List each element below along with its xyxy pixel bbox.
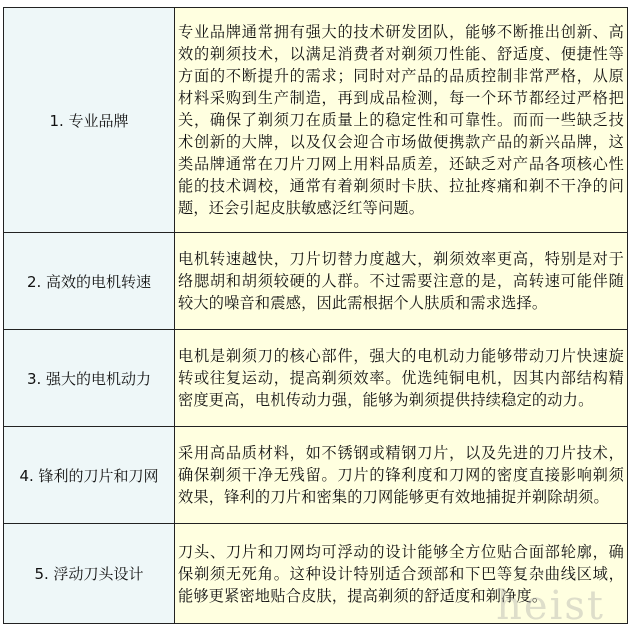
top-edge-strip bbox=[0, 0, 631, 7]
table-row bbox=[4, 524, 628, 624]
row-label: 2. 高效的电机转速 bbox=[4, 233, 175, 330]
table-row bbox=[4, 427, 628, 524]
table-row bbox=[4, 330, 628, 427]
row-label: 1. 专业品牌 bbox=[4, 8, 175, 233]
row-description: 采用高品质材料，如不锈钢或精钢刀片，以及先进的刀片技术，确保剃须干净无残留。刀片的锋利度和刀网的密度直接影响剃须效果，锋利的刀片和密集的刀网能够更有效地捕捉并剃除胡须。 bbox=[175, 427, 628, 524]
row-description: 专业品牌通常拥有强大的技术研发团队，能够不断推出创新、高效的剃须技术，以满足消费者对剃须刀性能、舒适度、便捷性等方面的不断提升的需求；同时对产品的品质控制非常严格，从原材料采购到生产制造，再到成品检测，每一个环节都经过严格把关，确保了剃须刀在质量上的稳定性和可靠性。而而一些缺乏技术创新的大牌，以及仅会迎合市场做便携款产品的新兴品牌，这类品牌通常在刀片刀网上用料品质差，还缺乏对产品各项核心性能的技术调校，通常有着剃须时卡肤、拉扯疼痛和剃不干净的问题，还会引起皮肤敏感泛红等问题。 bbox=[175, 8, 628, 233]
table-row bbox=[4, 233, 628, 330]
row-label: 4. 锋利的刀片和刀网 bbox=[4, 427, 175, 524]
row-label: 5. 浮动刀头设计 bbox=[4, 524, 175, 624]
row-description: 电机是剃须刀的核心部件，强大的电机动力能够带动刀片快速旋转或往复运动，提高剃须效率。优选纯铜电机，因其内部结构精密度更高，电机传动力强，能够为剃须提供持续稳定的动力。 bbox=[175, 330, 628, 427]
watermark: heist bbox=[496, 583, 605, 629]
row-label: 3. 强大的电机动力 bbox=[4, 330, 175, 427]
features-table bbox=[3, 7, 628, 624]
table-row bbox=[4, 8, 628, 233]
row-description: 电机转速越快，刀片切替力度越大，剃须效率更高，特别是对于络腮胡和胡须较硬的人群。不过需要注意的是，高转速可能伴随较大的噪音和震感，因此需根据个人肤质和需求选择。 bbox=[175, 233, 628, 330]
row-description: 刀头、刀片和刀网均可浮动的设计能够全方位贴合面部轮廓，确保剃须无死角。这种设计特别适合颈部和下巴等复杂曲线区域，能够更紧密地贴合皮肤，提高剃须的舒适度和剃净度。 bbox=[175, 524, 628, 624]
